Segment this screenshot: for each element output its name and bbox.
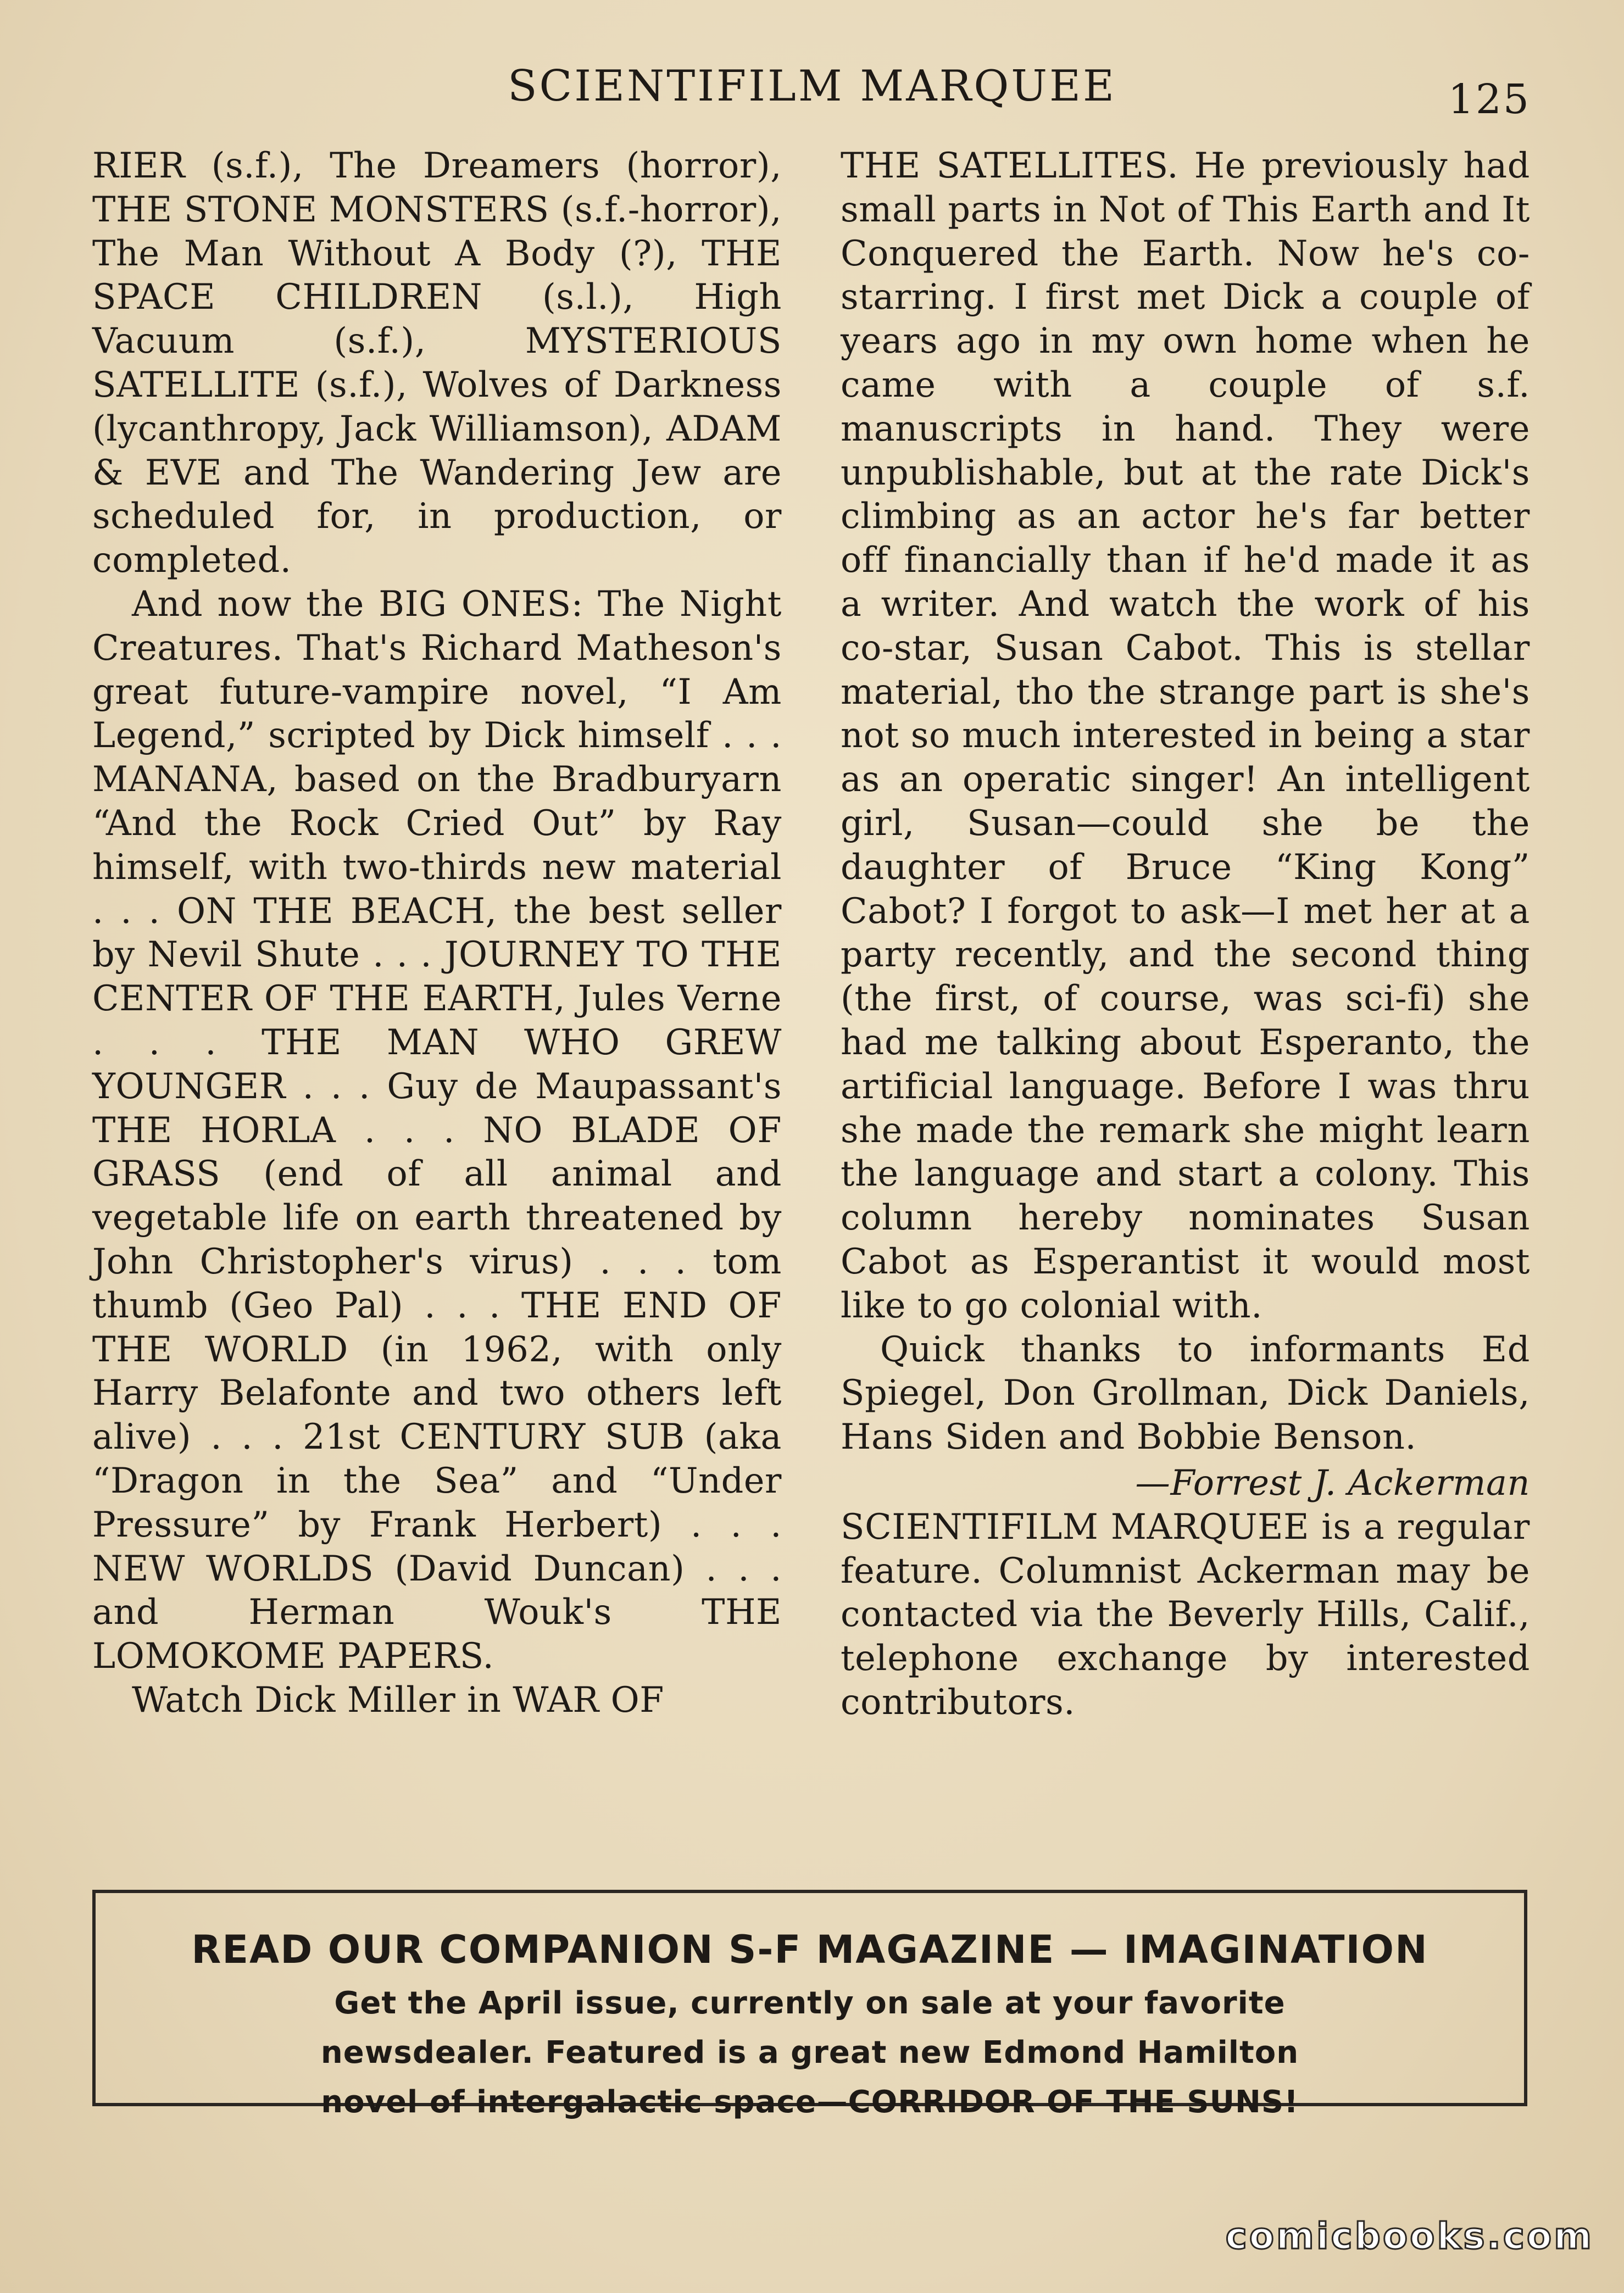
ad-line: Get the April issue, currently on sale at your favorite bbox=[334, 1985, 1286, 2021]
column-footer-note: SCIENTIFILM MARQUEE is a regular feature. Columnist Ackerman may be contacted via the Beverly Hills, Calif., telephone exchange by interested contributors. bbox=[841, 1506, 1530, 1722]
paragraph: Watch Dick Miller in WAR OF bbox=[132, 1679, 664, 1720]
ad-body bbox=[96, 1979, 1524, 2127]
paragraph: RIER (s.f.), The Dreamers (horror), THE STONE MONSTERS (s.f.-horror), The Man Without A Body (?), THE SPACE CHILDREN (s.l.), High Vacuum (s.f.), MYSTERIOUS SATELLITE (s.f.), Wolves of Darkness (lycanthropy, Jack Williamson), ADAM & EVE and The Wandering Jew are scheduled for, in production, or completed. bbox=[92, 145, 782, 581]
running-head: SCIENTIFILM MARQUEE bbox=[508, 62, 1116, 111]
paragraph: Quick thanks to informants Ed Spiegel, Don Grollman, Dick Daniels, Hans Siden and Bobbie Benson. bbox=[841, 1328, 1530, 1457]
paragraph: And now the BIG ONES: The Night Creatures. That's Richard Matheson's great future-vampire novel, “I Am Legend,” scripted by Dick himself . . . MANANA, based on the Bradburyarn “And the Rock Cried Out” by Ray himself, with two-thirds new material . . . ON THE BEACH, the best seller by Nevil Shute . . . JOURNEY TO THE CENTER OF THE EARTH, Jules Verne . . . THE MAN WHO GREW YOUNGER . . . Guy de Maupassant's THE HORLA . . . NO BLADE OF GRASS (end of all animal and vegetable life on earth threatened by John Christopher's virus) . . . tom thumb (Geo Pal) . . . THE END OF THE WORLD (in 1962, with only Harry Belafonte and two others left alive) . . . 21st CENTURY SUB (aka “Dragon in the Sea” and “Under Pressure” by Frank Herbert) . . . NEW WORLDS (David Duncan) . . . and Herman Wouk's THE LOMOKOME PAPERS. bbox=[92, 583, 782, 1677]
ad-line: newsdealer. Featured is a great new Edmond Hamilton bbox=[320, 2035, 1299, 2071]
ad-heading: READ OUR COMPANION S-F MAGAZINE — IMAGINATION bbox=[191, 1927, 1428, 1972]
advertisement-box bbox=[92, 1890, 1527, 2120]
paragraph: THE SATELLITES. He previously had small parts in Not of This Earth and It Conquered the Earth. Now he's co-starring. I first met Dick a couple of years ago in my own home when he came with a couple of s.f. manuscripts in hand. They were unpublishable, but at the rate Dick's climbing as an actor he's far better off financially than if he'd made it as a writer. And watch the work of his co-star, Susan Cabot. This is stellar material, tho the strange part is she's not so much interested in being a star as an operatic singer! An intelligent girl, Susan—could she be the daughter of Bruce “King Kong” Cabot? I forgot to ask—I met her at a party recently, and the second thing (the first, of course, was sci-fi) she had me talking about Esperanto, the artificial language. Before I was thru she made the remark she might learn the language and start a colony. This column hereby nominates Susan Cabot as Esperantist it would most like to go colonial with. bbox=[841, 145, 1530, 1326]
right-column bbox=[841, 144, 1530, 1724]
left-column bbox=[92, 144, 782, 1722]
author-signature: —Forrest J. Ackerman bbox=[1135, 1462, 1530, 1503]
site-watermark: comicbooks.com bbox=[1225, 2215, 1594, 2257]
ad-line: novel of intergalactic space—CORRIDOR OF THE SUNS! bbox=[321, 2084, 1299, 2120]
page-number: 125 bbox=[1448, 76, 1531, 123]
